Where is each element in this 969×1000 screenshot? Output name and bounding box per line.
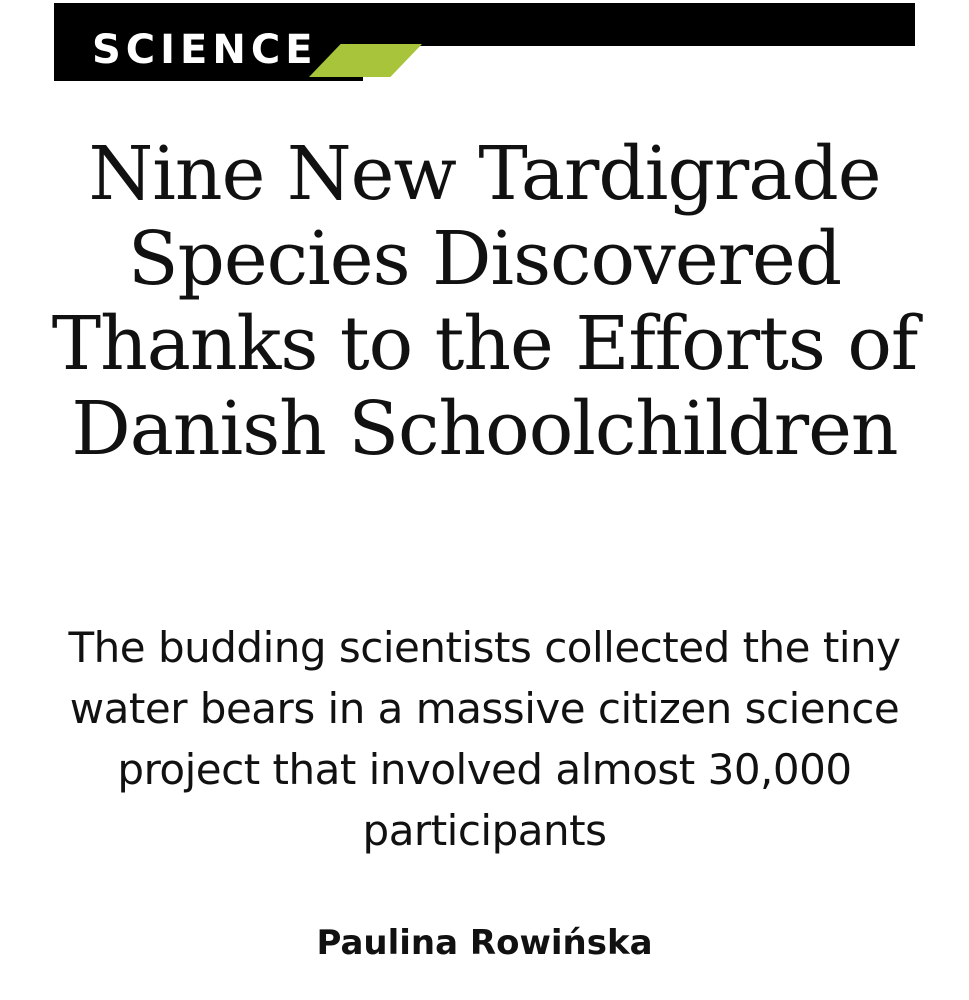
section-label[interactable]: SCIENCE <box>92 27 318 73</box>
article-subheadline: The budding scientists collected the tiny water bears in a massive citizen science project that involved almost 30,000 participants <box>68 623 901 855</box>
article-headline: Nine New Tardigrade Species Discovered Thanks to the Efforts of Danish Schoolchildren <box>51 131 918 472</box>
author-byline[interactable]: Paulina Rowińska <box>316 923 653 963</box>
